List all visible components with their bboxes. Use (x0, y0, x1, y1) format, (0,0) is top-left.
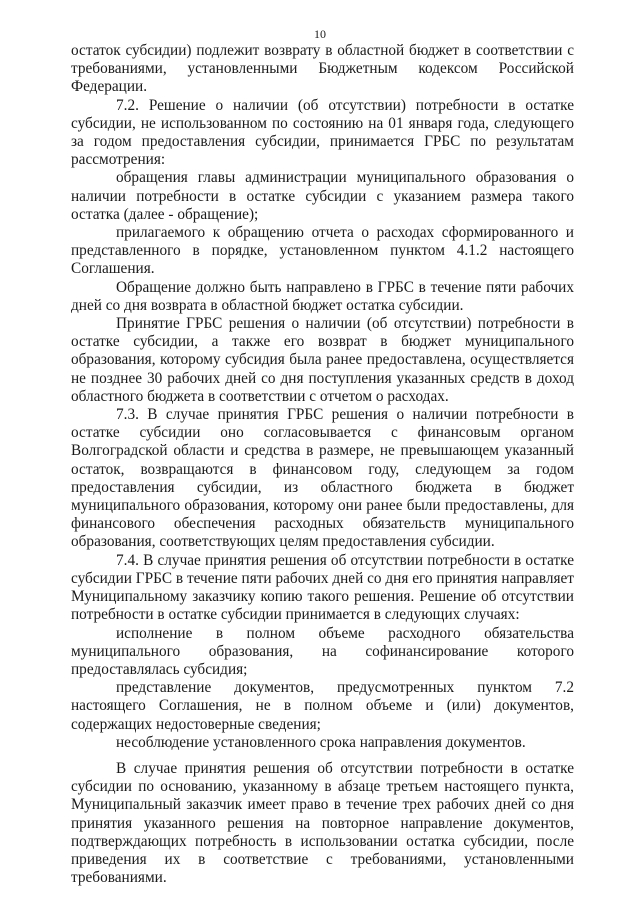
paragraph-appeal: обращения главы администрации муниципального образования о наличии потребности в остатке субсидии с указанием размера такого остатка (далее - обращение); (71, 169, 574, 223)
paragraph-decision-timing: Принятие ГРБС решения о наличии (об отсутствии) потребности в остатке субсидии, а также его возврат в бюджет муниципального образования, которому субсидия была ранее предоставлена, осуществляется не позднее 30 рабочих дней со дня поступления указанных средств в доход областного бюджета в соответствии с отчетом о расходах. (71, 315, 574, 405)
page-number: 10 (314, 27, 326, 41)
paragraph-7-4: 7.4. В случае принятия решения об отсутствии потребности в остатке субсидии ГРБС в течение пяти рабочих дней со дня его принятия направляет Муниципальному заказчику копию такого решения. Решение об отсутствии потребности в остатке субсидии принимается в следующих случаях: (71, 551, 574, 624)
paragraph-7-2: 7.2. Решение о наличии (об отсутствии) потребности в остатке субсидии, не использованном по состоянию на 01 января года, следующего за годом предоставления субсидии, принимается ГРБС по результатам рассмотрения: (71, 96, 574, 169)
paragraph-case-incomplete-docs: представление документов, предусмотренных пунктом 7.2 настоящего Соглашения, не в полном объеме и (или) документов, содержащих недостоверные сведения; (71, 679, 574, 733)
paragraph-case-missed-deadline: несоблюдение установленного срока направления документов. (116, 733, 526, 751)
paragraph-7-3: 7.3. В случае принятия ГРБС решения о наличии потребности в остатке субсидии оно согласовывается с финансовым органом Волгоградской области и средства в размере, не превышающем указанный остаток, возвращаются в финансовом году, следующем за годом предоставления субсидии, из областного бюджета в бюджет муниципального образования, которому они ранее были предоставлены, для финансового обеспечения расходных обязательств муниципального образования, соответствующих целям предоставления субсидии. (71, 406, 574, 551)
paragraph-appeal-deadline: Обращение должно быть направлено в ГРБС в течение пяти рабочих дней со дня возврата в областной бюджет остатка субсидии. (71, 278, 574, 314)
document-body (71, 42, 574, 887)
paragraph-case-fulfilled: исполнение в полном объеме расходного обязательства муниципального образования, на софинансирование которого предоставлялась субсидия; (71, 624, 574, 678)
paragraph-resubmission-right: В случае принятия решения об отсутствии потребности в остатке субсидии по основанию, указанному в абзаце третьем настоящего пункта, Муниципальный заказчик имеет право в течение трех рабочих дней со дня принятия указанного решения на повторное направление документов, подтверждающих потребность в использовании остатка субсидии, после приведения их в соответствие с требованиями, установленными требованиями. (71, 759, 574, 887)
paragraph-report: прилагаемого к обращению отчета о расходах сформированного и представленного в порядке, установленном пунктом 4.1.2 настоящего Соглашения. (71, 224, 574, 278)
paragraph-subsidy-return: остаток субсидии) подлежит возврату в областной бюджет в соответствии с требованиями, установленными Бюджетным кодексом Российской Федерации. (71, 42, 574, 96)
